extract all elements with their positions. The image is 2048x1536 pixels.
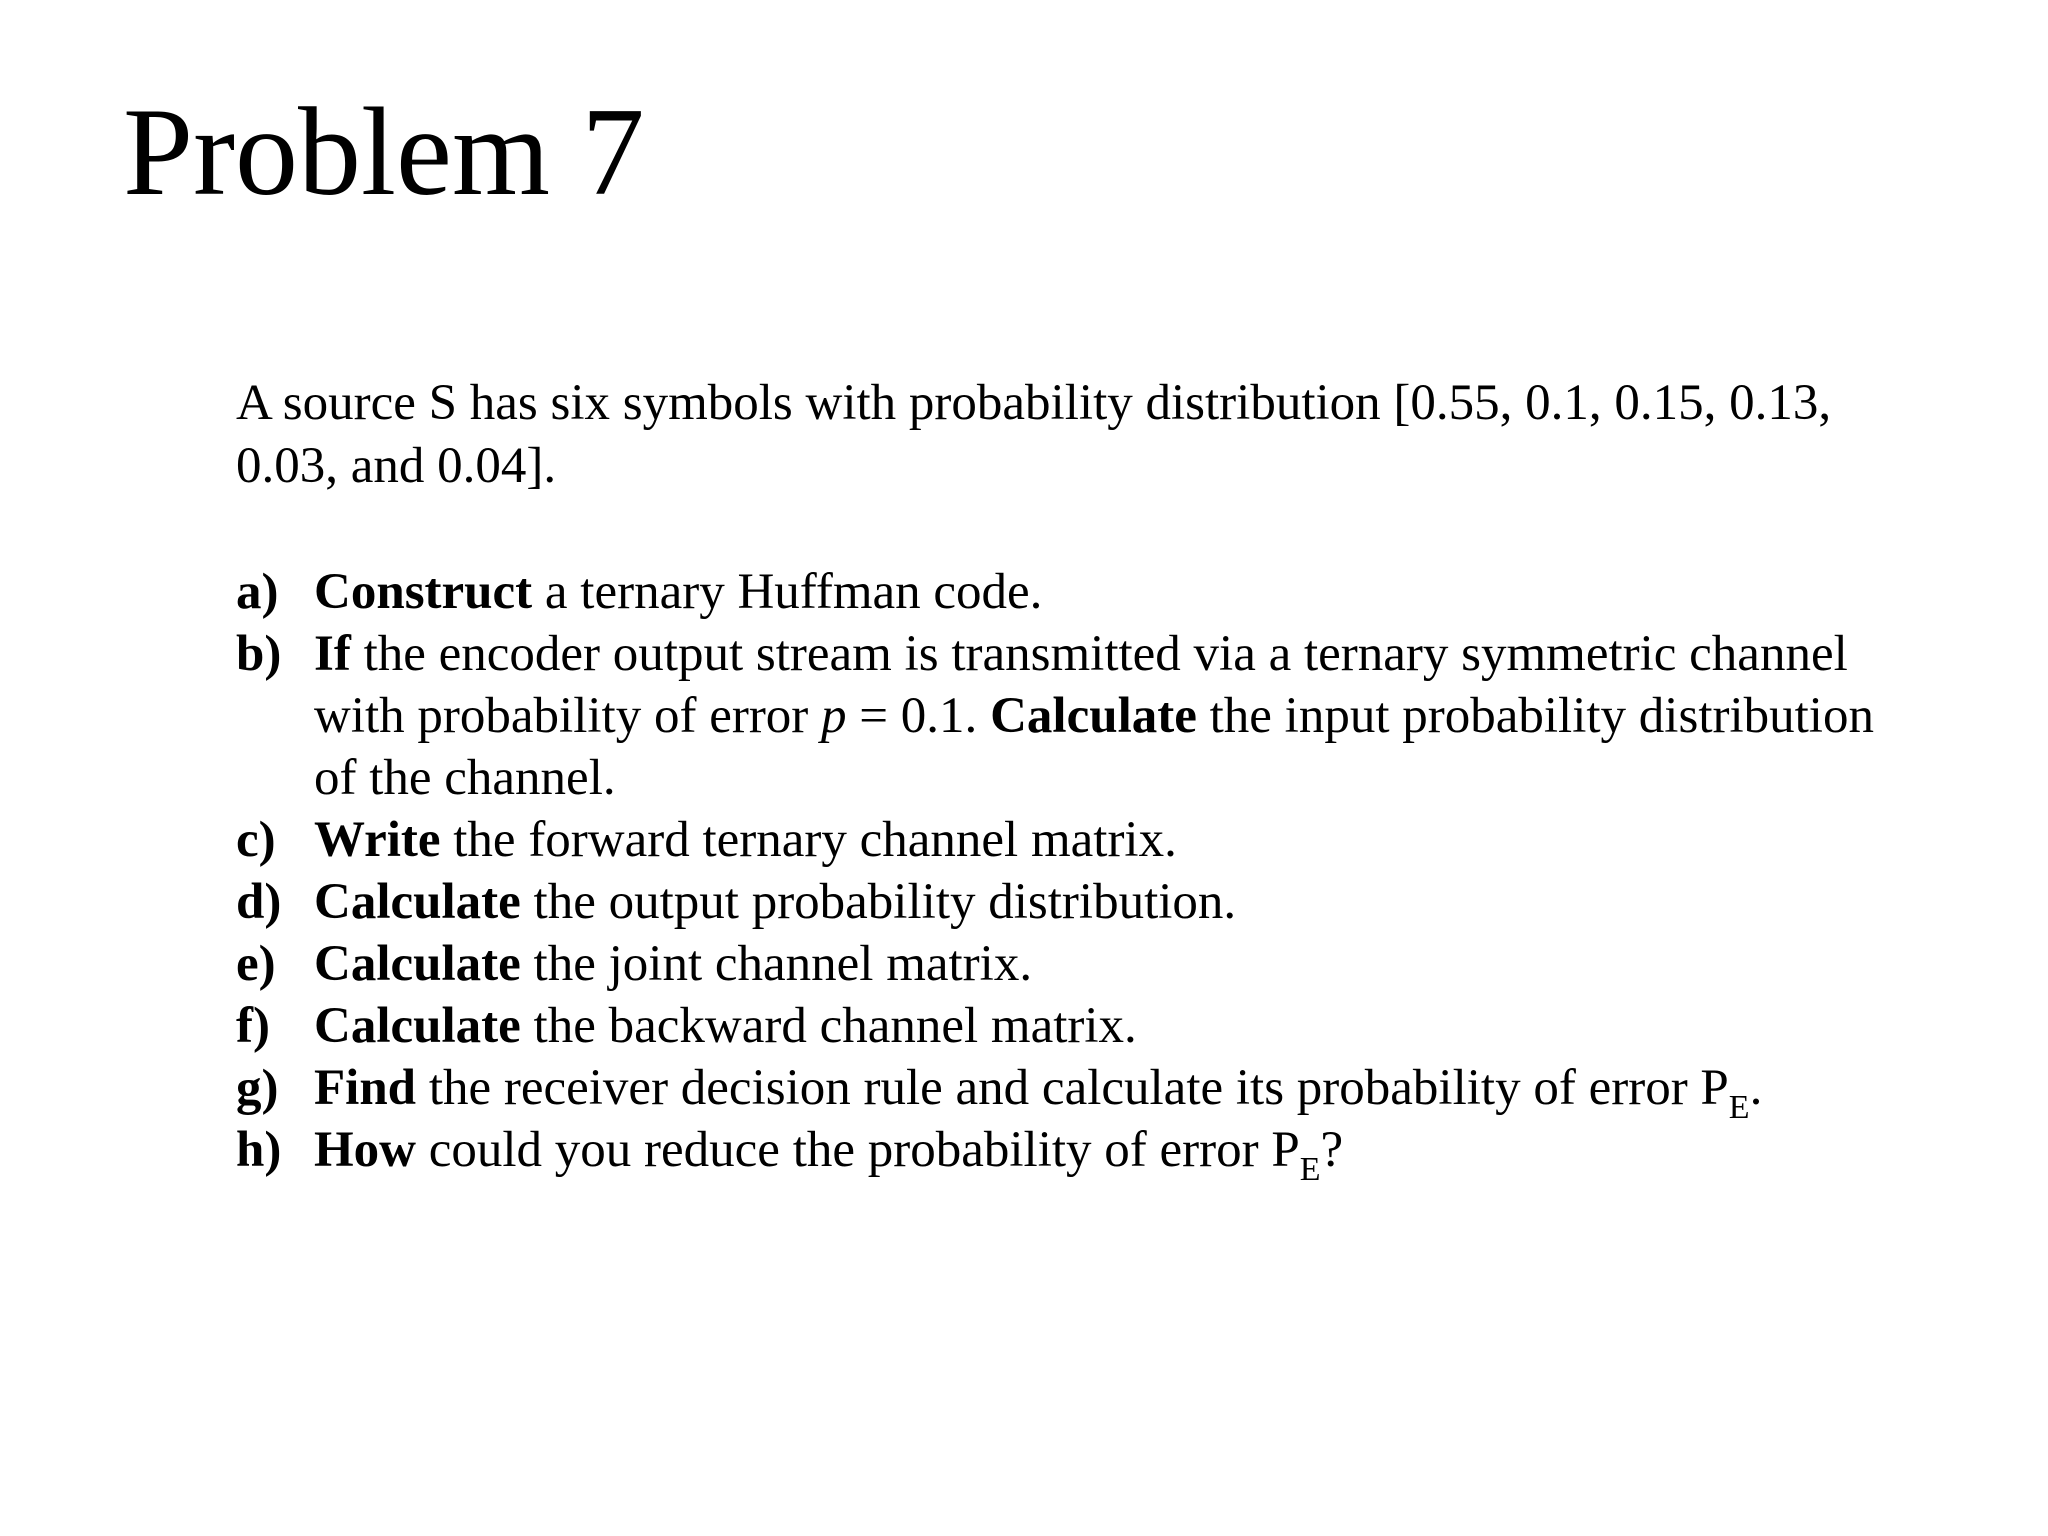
question-d bbox=[236, 871, 2016, 933]
question-text bbox=[314, 1119, 2016, 1188]
question-text bbox=[314, 871, 2016, 933]
question-body: could you reduce the probability of error P bbox=[416, 1122, 1300, 1178]
question-verb: Find bbox=[314, 1060, 417, 1116]
question-body: the input probability distribution bbox=[1196, 688, 1874, 744]
question-verb: How bbox=[314, 1122, 416, 1178]
problem-statement-line-1: A source S has six symbols with probability distribution [0.55, 0.1, 0.15, 0.13, bbox=[236, 375, 1832, 431]
question-end: . bbox=[1749, 1060, 1763, 1116]
page-title: Problem 7 bbox=[123, 83, 645, 222]
question-verb: Write bbox=[314, 812, 441, 868]
question-letter: f) bbox=[236, 998, 270, 1054]
question-body: the output probability distribution. bbox=[520, 874, 1237, 930]
question-e bbox=[236, 933, 2016, 995]
question-verb: Calculate bbox=[990, 688, 1197, 744]
question-list bbox=[236, 561, 2016, 1188]
subscript-e: E bbox=[1728, 1089, 1750, 1126]
question-f bbox=[236, 995, 2016, 1057]
question-body: the backward channel matrix. bbox=[520, 998, 1137, 1054]
question-text-line-3: of the channel. bbox=[314, 750, 616, 806]
question-c bbox=[236, 809, 2016, 871]
question-verb: Construct bbox=[314, 564, 533, 620]
question-text bbox=[314, 1057, 2016, 1126]
question-body: = 0.1. bbox=[846, 688, 991, 744]
question-body: the encoder output stream is transmitted via a ternary symmetric channel bbox=[350, 626, 1848, 682]
question-body: the joint channel matrix. bbox=[520, 936, 1033, 992]
question-verb: Calculate bbox=[314, 936, 521, 992]
question-letter: d) bbox=[236, 874, 282, 930]
question-letter: c) bbox=[236, 812, 276, 868]
question-letter: g) bbox=[236, 1060, 279, 1116]
question-text-line-1 bbox=[314, 623, 2016, 685]
question-text bbox=[314, 561, 2016, 623]
question-verb: If bbox=[314, 626, 351, 682]
question-letter: b) bbox=[236, 626, 282, 682]
problem-statement bbox=[236, 372, 1936, 498]
question-b bbox=[236, 623, 2016, 809]
question-body: the receiver decision rule and calculate its probability of error P bbox=[416, 1060, 1729, 1116]
question-letter: h) bbox=[236, 1122, 282, 1178]
question-verb: Calculate bbox=[314, 874, 521, 930]
question-a bbox=[236, 561, 2016, 623]
question-letter: e) bbox=[236, 936, 276, 992]
variable-p: p bbox=[821, 688, 847, 744]
question-g bbox=[236, 1057, 2016, 1126]
subscript-e: E bbox=[1299, 1151, 1321, 1188]
question-h bbox=[236, 1119, 2016, 1188]
question-text bbox=[314, 995, 2016, 1057]
question-text bbox=[314, 933, 2016, 995]
question-text-line-2 bbox=[314, 685, 2016, 747]
question-body: a ternary Huffman code. bbox=[532, 564, 1043, 620]
problem-statement-line-2: 0.03, and 0.04]. bbox=[236, 438, 557, 494]
question-text bbox=[314, 809, 2016, 871]
question-end: ? bbox=[1320, 1122, 1344, 1178]
question-letter: a) bbox=[236, 564, 279, 620]
question-body: with probability of error bbox=[314, 688, 822, 744]
question-body: the forward ternary channel matrix. bbox=[440, 812, 1177, 868]
question-verb: Calculate bbox=[314, 998, 521, 1054]
